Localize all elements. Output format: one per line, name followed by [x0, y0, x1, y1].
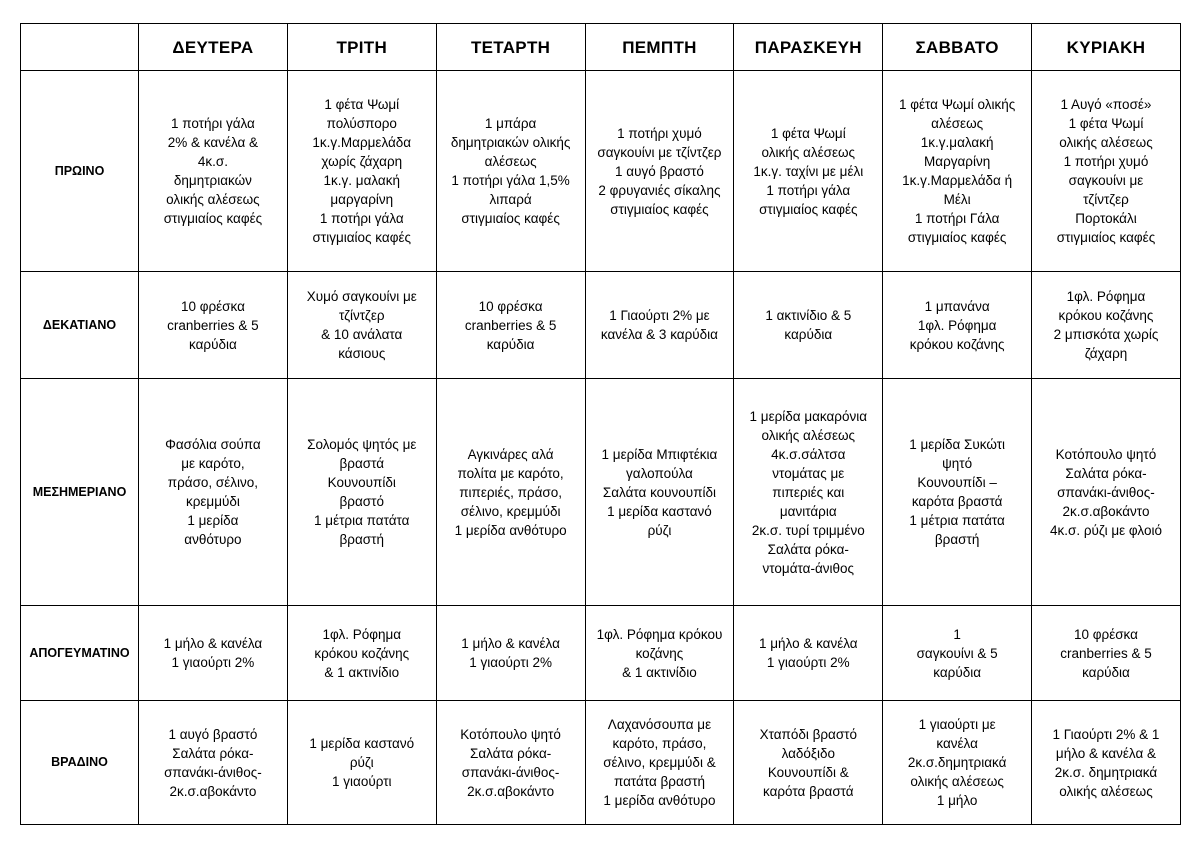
meal-cell-line: 1 μερίδα — [187, 513, 239, 528]
meal-cell-line: 1 γιαούρτι — [332, 774, 392, 789]
meal-cell-line: ολικής αλέσεως — [1059, 783, 1153, 799]
meal-cell-line: μαργαρίνη — [330, 192, 394, 207]
meal-cell-line: 1 ακτινίδιο & 5 — [765, 308, 852, 323]
meal-cell-line: 4κ.σ. — [197, 154, 228, 169]
meal-cell-line: 1 μήλο & κανέλα — [758, 636, 858, 651]
meal-cell-line: Σαλάτα ρόκα- — [767, 541, 849, 557]
meal-cell-line: 1 φέτα Ψωμί — [324, 97, 400, 112]
meal-cell-line: ολικής αλέσεως — [761, 144, 856, 160]
meal-cell-line: καρύδια — [933, 664, 982, 680]
meal-cell-line: 1 ποτήρι γάλα 1,5% — [451, 173, 570, 188]
meal-cell-line: σαγκουίνι & 5 — [916, 645, 998, 661]
meal-cell-line: πράσο, σέλινο, — [167, 475, 259, 490]
meal-cell — [287, 379, 436, 606]
meal-cell-line: 1κ.γ. ταχίνι με μέλι — [753, 163, 864, 179]
meal-cell-line: κρόκου κοζάνης — [1058, 308, 1154, 323]
meal-label: ΠΡΩΙΝΟ — [21, 71, 139, 272]
meal-cell-line: 1κ.γ.Μαρμελάδα — [312, 135, 412, 150]
meal-cell-line: cranberries & 5 — [167, 317, 259, 333]
meal-cell-line: 1 γιαούρτι με — [918, 717, 996, 732]
meal-cell — [585, 379, 734, 606]
meal-cell-line: σαγκουίνι με — [1068, 173, 1144, 188]
meal-cell-line: ζάχαρη — [1084, 346, 1128, 361]
meal-cell — [436, 71, 585, 272]
meal-cell-line: 1 γιαούρτι 2% — [766, 655, 850, 670]
meal-cell-line: 1 μερίδα ανθότυρο — [454, 522, 567, 538]
meal-cell-line: βραστή — [934, 532, 980, 547]
meal-cell-line: 1 μέτρια πατάτα — [909, 513, 1005, 528]
meal-cell — [287, 701, 436, 825]
meal-cell-line: καρύδια — [784, 327, 833, 342]
meal-cell-line: 1 μερίδα μακαρόνια — [749, 408, 868, 424]
meal-cell-line: στιγμιαίος καφές — [1056, 230, 1156, 245]
meal-cell-line: Σαλάτα κουνουπίδι — [602, 484, 717, 500]
meal-cell-line: ντομάτα-άνιθος — [762, 560, 855, 576]
meal-cell-line: cranberries & 5 — [1060, 645, 1152, 661]
meal-cell-line: Χταπόδι βραστό — [759, 726, 858, 742]
meal-cell-line: ολικής αλέσεως — [166, 192, 260, 207]
meal-cell-line: 1κ.γ. μαλακή — [323, 173, 400, 188]
meal-cell-line: 1 Γιαούρτι 2% με — [609, 308, 710, 323]
meal-cell — [1032, 379, 1181, 606]
meal-cell-line: σπανάκι-άνιθος- — [461, 764, 560, 780]
meal-cell-line: 2 φρυγανιές σίκαλης — [598, 182, 721, 198]
meal-row — [21, 606, 1181, 701]
meal-cell-line: 1 γιαούρτι 2% — [171, 655, 255, 670]
meal-cell-line: κοζάνης — [635, 645, 684, 661]
meal-cell-line: βραστό — [339, 494, 384, 509]
meal-cell-line: κάσιους — [338, 346, 386, 361]
meal-cell-line: καρότα βραστά — [911, 494, 1003, 509]
meal-row — [21, 379, 1181, 606]
meal-cell-line: 1 ποτήρι Γάλα — [914, 211, 1000, 226]
meal-cell-line: με καρότο, — [181, 456, 245, 471]
day-header: ΚΥΡΙΑΚΗ — [1032, 24, 1181, 71]
meal-cell-line: κρεμμύδι — [185, 494, 240, 509]
meal-cell-line: Σαλάτα ρόκα- — [172, 745, 254, 761]
meal-cell — [585, 606, 734, 701]
meal-cell-line: σέλινο, κρεμμύδι & — [603, 755, 716, 770]
meal-cell-line: δημητριακών — [173, 173, 252, 188]
meal-cell-line: ολικής αλέσεως — [761, 427, 856, 443]
meal-row — [21, 272, 1181, 379]
day-header: ΣΑΒΒΑΤΟ — [883, 24, 1032, 71]
meal-cell-line: πολίτα με καρότο, — [457, 465, 564, 481]
meal-cell-line: Πορτοκάλι — [1075, 211, 1137, 226]
meal-cell-line: αλέσεως — [484, 154, 537, 169]
meal-cell-line: καρύδια — [486, 336, 535, 352]
day-header: ΤΕΤΑΡΤΗ — [436, 24, 585, 71]
meal-cell-line: Σολομός ψητός με — [307, 437, 417, 452]
meal-cell — [287, 272, 436, 379]
meal-label: ΒΡΑΔΙΝΟ — [21, 701, 139, 825]
meal-cell-line: 2κ.σ. τυρί τριμμένο — [751, 522, 865, 538]
meal-cell-line: 10 φρέσκα — [180, 298, 245, 314]
meal-cell — [883, 272, 1032, 379]
meal-cell-line: 1 μήλο & κανέλα — [461, 636, 560, 651]
meal-cell-line: καρότο, πράσο, — [612, 736, 707, 751]
meal-cell-line: 2κ.σ.αβοκάντο — [1062, 503, 1150, 519]
meal-cell-line: 1 φέτα Ψωμί — [1068, 116, 1144, 131]
meal-cell-line: 1 μπάρα — [484, 116, 537, 131]
meal-cell-line: σπανάκι-άνιθος- — [1057, 484, 1155, 500]
meal-cell-line: μήλο & κανέλα & — [1055, 745, 1157, 761]
meal-cell — [734, 701, 883, 825]
meal-cell-line: 1 μπανάνα — [924, 298, 990, 314]
meal-cell-line: 1 — [953, 626, 961, 642]
meal-cell-line: πολύσπορο — [326, 116, 397, 131]
meal-cell-line: στιγμιαίος καφές — [610, 201, 709, 217]
meal-cell-line: κανέλα & 3 καρύδια — [600, 327, 718, 342]
meal-cell-line: καρότα βραστά — [762, 783, 854, 799]
meal-cell-line: 1 ποτήρι γάλα — [319, 211, 404, 226]
meal-cell-line: 1 ποτήρι χυμό — [1063, 154, 1149, 169]
day-header: ΠΑΡΑΣΚΕΥΗ — [734, 24, 883, 71]
meal-cell-line: 4κ.σ. ρύζι με φλοιό — [1050, 522, 1162, 538]
meal-cell — [436, 272, 585, 379]
meal-cell-line: στιγμιαίος καφές — [461, 211, 560, 226]
meal-cell-line: Σαλάτα ρόκα- — [469, 745, 552, 761]
meal-cell-line: δημητριακών ολικής — [450, 135, 571, 150]
meal-cell-line: ολικής αλέσεως — [1059, 135, 1153, 150]
meal-cell-line: 1 αυγό βραστό — [615, 163, 704, 179]
meal-cell-line: Σαλάτα ρόκα- — [1065, 465, 1147, 481]
meal-cell-line: 1 μερίδα Συκώτι — [909, 437, 1006, 452]
meal-cell — [734, 606, 883, 701]
meal-cell-line: κανέλα — [936, 736, 978, 751]
meal-cell — [287, 71, 436, 272]
meal-cell — [1032, 606, 1181, 701]
meal-cell-line: λαδόξιδο — [781, 745, 836, 761]
meal-cell — [436, 701, 585, 825]
meal-cell — [883, 71, 1032, 272]
meal-label: ΔΕΚΑΤΙΑΝΟ — [21, 272, 139, 379]
meal-plan-body — [21, 24, 1181, 825]
meal-cell-line: 1 αυγό βραστό — [168, 726, 258, 742]
meal-cell-line: & 10 ανάλατα — [321, 327, 403, 342]
meal-cell-line: ψητό — [942, 456, 973, 471]
meal-cell-line: 1 μερίδα καστανό — [309, 736, 415, 751]
meal-cell-line: Μέλι — [943, 192, 971, 207]
meal-cell — [1032, 71, 1181, 272]
meal-cell-line: κρόκου κοζάνης — [314, 645, 410, 661]
meal-cell-line: χωρίς ζάχαρη — [321, 154, 403, 169]
meal-cell-line: γαλοπούλα — [626, 465, 693, 481]
meal-cell-line: βραστά — [339, 456, 385, 471]
meal-cell-line: σαγκουίνι με τζίντζερ — [597, 144, 722, 160]
meal-cell-line: 1 μερίδα ανθότυρο — [603, 793, 716, 808]
meal-cell — [139, 379, 288, 606]
meal-cell — [585, 71, 734, 272]
meal-cell-line: Αγκινάρες αλά — [467, 446, 554, 462]
meal-cell-line: Κοτόπουλο ψητό — [460, 726, 561, 742]
meal-cell — [734, 379, 883, 606]
meal-cell-line: Κουνουπίδι & — [767, 764, 849, 780]
meal-cell — [585, 701, 734, 825]
meal-cell-line: Κουνουπίδι – — [917, 475, 997, 490]
meal-cell — [436, 379, 585, 606]
meal-cell-line: στιγμιαίος καφές — [759, 201, 858, 217]
meal-row — [21, 71, 1181, 272]
meal-cell — [883, 701, 1032, 825]
meal-cell-line: Κοτόπουλο ψητό — [1055, 446, 1157, 462]
meal-cell-line: 4κ.σ.σάλτσα — [771, 446, 846, 462]
meal-cell-line: 1 Γιαούρτι 2% & 1 — [1052, 726, 1160, 742]
meal-cell-line: ρύζι — [647, 522, 672, 538]
meal-cell-line: 1 Αυγό «ποσέ» — [1060, 97, 1152, 112]
meal-cell-line: ολικής αλέσεως — [910, 774, 1004, 789]
meal-cell-line: καρύδια — [1082, 664, 1130, 680]
meal-cell — [734, 272, 883, 379]
meal-cell-line: πιπεριές και — [772, 484, 845, 500]
day-header: ΠΕΜΠΤΗ — [585, 24, 734, 71]
meal-cell-line: 1φλ. Ρόφημα — [322, 626, 402, 642]
meal-cell-line: 2 μπισκότα χωρίς — [1053, 327, 1159, 342]
meal-cell-line: στιγμιαίος καφές — [312, 230, 411, 245]
meal-cell-line: 1φλ. Ρόφημα κρόκου — [596, 626, 723, 642]
corner-cell — [21, 24, 139, 71]
meal-cell-line: 1 μήλο & κανέλα — [163, 636, 263, 651]
meal-cell-line: 1φλ. Ρόφημα — [1066, 289, 1146, 304]
meal-label: ΜΕΣΗΜΕΡΙΑΝΟ — [21, 379, 139, 606]
meal-cell-line: 1 ποτήρι χυμό — [617, 125, 702, 141]
meal-row — [21, 701, 1181, 825]
meal-cell-line: σπανάκι-άνιθος- — [164, 764, 262, 780]
meal-cell-line: 2κ.σ.αβοκάντο — [467, 783, 555, 799]
meal-cell-line: Λαχανόσουπα με — [607, 717, 712, 732]
meal-cell-line: 2κ.σ.αβοκάντο — [169, 783, 257, 799]
meal-cell-line: 1φλ. Ρόφημα — [917, 317, 997, 333]
meal-cell-line: 1κ.γ.Μαρμελάδα ή — [902, 173, 1013, 188]
meal-cell — [734, 71, 883, 272]
meal-cell-line: 2κ.σ. δημητριακά — [1054, 764, 1158, 780]
meal-cell-line: μανιτάρια — [779, 503, 837, 519]
meal-cell-line: αλέσεως — [931, 116, 984, 131]
meal-cell-line: 1κ.γ.μαλακή — [920, 135, 994, 150]
meal-cell-line: 1 φέτα Ψωμί — [770, 125, 846, 141]
meal-cell — [287, 606, 436, 701]
meal-cell — [139, 71, 288, 272]
meal-cell-line: 1 ποτήρι γάλα — [170, 116, 255, 131]
meal-cell — [436, 606, 585, 701]
day-header-row — [21, 24, 1181, 71]
weekly-meal-plan-table — [20, 23, 1181, 825]
meal-cell-line: λιπαρά — [489, 192, 532, 207]
meal-plan-sheet — [20, 23, 1181, 825]
meal-cell-line: 1 μερίδα καστανό — [607, 503, 712, 519]
meal-cell-line: σέλινο, κρεμμύδι — [460, 503, 561, 519]
meal-cell-line: στιγμιαίος καφές — [907, 230, 1007, 245]
meal-cell — [139, 272, 288, 379]
meal-cell-line: Φασόλια σούπα — [165, 437, 261, 452]
meal-cell — [139, 606, 288, 701]
meal-cell-line: τζίντζερ — [1083, 192, 1129, 207]
meal-cell-line: τζίντζερ — [338, 308, 385, 323]
meal-cell-line: 1 μερίδα Μπιφτέκια — [601, 446, 718, 462]
meal-cell-line: 1 ποτήρι γάλα — [766, 182, 851, 198]
meal-cell-line: 2κ.σ.δημητριακά — [907, 755, 1007, 770]
meal-cell-line: καρύδια — [189, 336, 237, 352]
meal-cell-line: πιπεριές, πράσο, — [459, 484, 562, 500]
meal-cell-line: κρόκου κοζάνης — [909, 336, 1005, 352]
meal-cell-line: ρύζι — [349, 755, 374, 770]
meal-cell-line: Κουνουπίδι — [327, 475, 396, 490]
meal-cell-line: βραστή — [339, 532, 384, 547]
day-header: ΔΕΥΤΕΡΑ — [139, 24, 288, 71]
meal-cell-line: & 1 ακτινίδιο — [622, 664, 697, 680]
meal-cell-line: 2% & κανέλα & — [167, 135, 259, 150]
meal-cell-line: & 1 ακτινίδιο — [324, 664, 400, 680]
meal-cell-line: ντομάτας με — [772, 465, 845, 481]
meal-cell-line: cranberries & 5 — [464, 317, 557, 333]
meal-cell — [139, 701, 288, 825]
day-header: ΤΡΙΤΗ — [287, 24, 436, 71]
meal-cell-line: 10 φρέσκα — [1074, 626, 1138, 642]
meal-cell-line: 10 φρέσκα — [478, 298, 543, 314]
meal-cell-line: Χυμό σαγκουίνι με — [306, 289, 417, 304]
meal-cell-line: 1 γιαούρτι 2% — [469, 655, 552, 670]
meal-cell-line: στιγμιαίος καφές — [163, 211, 263, 226]
meal-label: ΑΠΟΓΕΥΜΑΤΙΝΟ — [21, 606, 139, 701]
meal-cell-line: ανθότυρο — [184, 532, 242, 547]
meal-cell — [883, 379, 1032, 606]
meal-cell — [883, 606, 1032, 701]
meal-cell-line: 1 μήλο — [936, 793, 978, 808]
meal-cell — [585, 272, 734, 379]
meal-cell-line: 1 φέτα Ψωμί ολικής — [898, 97, 1016, 112]
meal-cell-line: πατάτα βραστή — [613, 774, 705, 789]
meal-cell-line: Μαργαρίνη — [924, 154, 991, 169]
meal-cell — [1032, 701, 1181, 825]
meal-cell-line: 1 μέτρια πατάτα — [314, 513, 410, 528]
meal-cell — [1032, 272, 1181, 379]
